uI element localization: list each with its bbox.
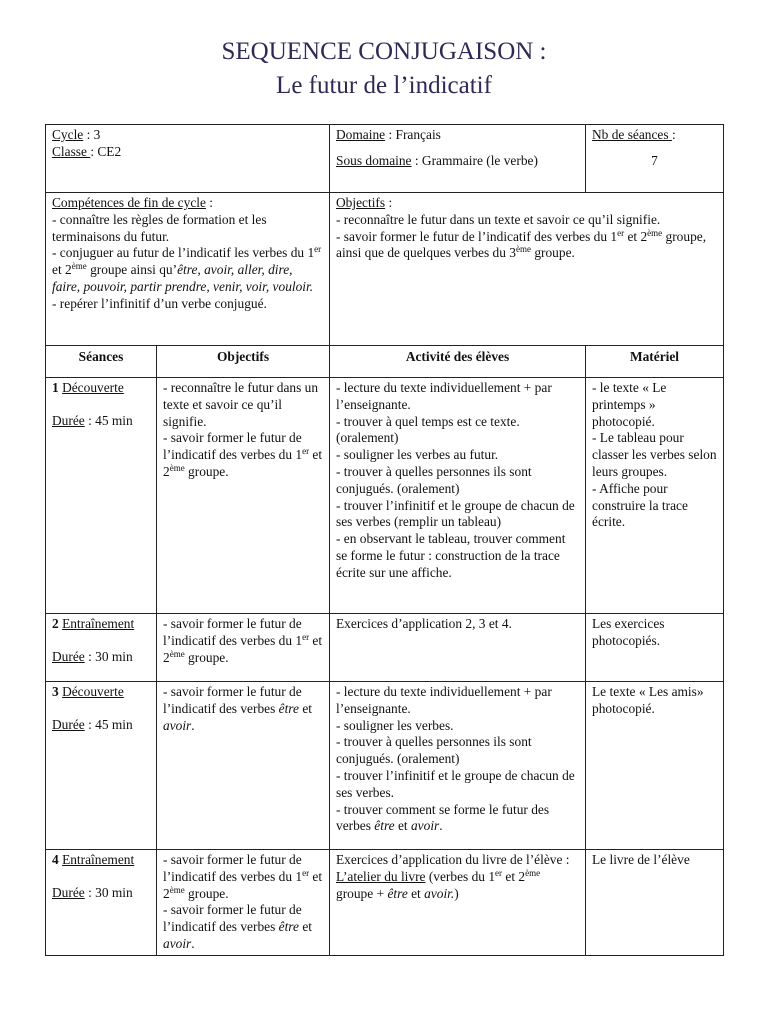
duree-value: : 45 min	[84, 412, 133, 428]
competence-text: et 2	[52, 262, 72, 278]
activite-italic: être	[387, 885, 408, 901]
objectif-text: groupe.	[184, 463, 229, 479]
activite-text: Exercices d’application du livre de l’élève :	[336, 852, 570, 867]
competence-item	[52, 245, 323, 295]
activite-item: - lecture du texte individuellement + par l’enseignante.	[336, 380, 552, 412]
objectif-item	[163, 616, 323, 666]
seance-number: 3	[52, 684, 59, 699]
objectif-text: et	[298, 919, 312, 935]
duree-label: Durée	[52, 412, 85, 428]
objectif-text: .	[191, 717, 195, 733]
materiel-cell	[586, 378, 724, 614]
objectifs-cell	[157, 378, 330, 614]
table-row	[46, 614, 724, 682]
objectif-item: - reconnaître le futur dans un texte et savoir ce qu’il signifie.	[336, 211, 661, 227]
superscript: er	[617, 227, 625, 238]
domaine-cell	[330, 125, 586, 193]
competence-text: - conjuguer au futur de l’indicatif les verbes du 1	[52, 245, 315, 261]
col-seances: Séances	[46, 346, 157, 378]
objectif-italic: être	[278, 919, 299, 935]
objectif-italic: avoir	[163, 935, 192, 951]
activite-text: )	[454, 885, 459, 901]
activite-text: (verbes du 1	[425, 868, 496, 884]
objectifs-general-cell	[330, 193, 724, 346]
activite-text: .	[439, 818, 443, 834]
superscript: ème	[169, 884, 185, 895]
duree-label: Durée	[52, 884, 85, 900]
activite-text: groupe +	[336, 885, 388, 901]
nb-seances-cell	[586, 125, 724, 193]
seance-number: 1	[52, 380, 59, 395]
page-title: SEQUENCE CONJUGAISON :	[221, 38, 547, 65]
objectif-text: et	[298, 700, 312, 716]
cycle-classe-cell	[46, 125, 330, 193]
cycle-value: : 3	[83, 127, 101, 142]
materiel-cell	[586, 682, 724, 850]
duree-value: : 30 min	[84, 884, 133, 900]
objectifs-cell	[157, 850, 330, 956]
superscript: er	[302, 446, 310, 457]
activite-item	[336, 852, 579, 902]
seance-number: 4	[52, 852, 59, 867]
activite-item: - trouver à quelles personnes ils sont conjugués. (oralement)	[336, 734, 532, 767]
activite-item: - souligner les verbes.	[336, 717, 454, 733]
objectif-text: - savoir former le futur de l’indicatif des verbes du 1	[163, 616, 303, 648]
nb-seances-label: Nb de séances	[592, 127, 672, 142]
objectifs-cell	[157, 682, 330, 850]
duree-value: : 30 min	[84, 648, 133, 664]
materiel-cell	[586, 850, 724, 956]
activite-cell	[330, 378, 586, 614]
objectif-italic: avoir	[163, 717, 192, 733]
activite-item: - trouver l’infinitif et le groupe de chacun de ses verbes.	[336, 767, 575, 800]
materiel-item: - Le tableau pour classer les verbes selon leurs groupes.	[592, 430, 717, 479]
activite-item: - trouver à quel temps est ce texte. (oralement)	[336, 413, 520, 446]
superscript: ème	[515, 244, 531, 255]
objectifs-colon: :	[385, 195, 393, 210]
page-subtitle: Le futur de l’indicatif	[276, 72, 492, 99]
objectif-item	[163, 902, 323, 952]
competences-cell	[46, 193, 330, 346]
seance-cell	[46, 614, 157, 682]
classe-value: : CE2	[90, 143, 122, 159]
superscript: ème	[525, 867, 541, 878]
activite-item: - souligner les verbes au futur.	[336, 447, 499, 463]
classe-label: Classe	[52, 143, 91, 159]
activite-text: et	[394, 818, 411, 834]
table-row	[46, 682, 724, 850]
materiel-item: Le texte « Les amis» photocopié.	[592, 684, 704, 716]
activite-text: et 2	[502, 868, 526, 884]
seance-cell	[46, 378, 157, 614]
superscript: er	[314, 244, 322, 255]
col-objectifs: Objectifs	[157, 346, 330, 378]
objectif-item: - reconnaître le futur dans un texte et savoir ce qu’il signifie.	[163, 380, 319, 429]
objectif-text: et 2	[163, 868, 323, 901]
activite-italic: avoir	[410, 818, 440, 834]
sequence-table	[45, 124, 724, 956]
objectif-item	[336, 229, 717, 263]
cycle-label: Cycle	[52, 127, 84, 142]
objectif-text: et 2	[163, 447, 323, 479]
superscript: er	[495, 867, 503, 878]
seance-type: Entraînement	[62, 852, 135, 867]
competence-italic: être, avoir, aller, dire, faire, pouvoir, partir prendre, venir, voir, vouloir.	[52, 262, 314, 294]
seance-type: Entraînement	[62, 616, 135, 631]
materiel-item: Le livre de l’élève	[592, 852, 690, 867]
materiel-cell	[586, 614, 724, 682]
domaine-value: : Français	[385, 127, 441, 142]
competences-row	[46, 193, 724, 346]
competence-text: groupe ainsi qu’	[86, 262, 178, 278]
column-header-row	[46, 346, 724, 378]
objectif-item	[163, 430, 323, 480]
objectif-text: - savoir former le futur de l’indicatif des verbes	[163, 684, 302, 716]
superscript: er	[302, 867, 310, 878]
materiel-item: - Affiche pour construire la trace écrite.	[592, 480, 688, 530]
objectif-text: et 2	[163, 632, 323, 665]
competences-colon: :	[205, 195, 214, 210]
seance-cell	[46, 850, 157, 956]
objectif-text: - savoir former le futur de l’indicatif des verbes du 1	[163, 430, 303, 463]
objectif-text: .	[191, 935, 195, 951]
superscript: er	[302, 631, 310, 642]
objectifs-cell	[157, 614, 330, 682]
activite-cell	[330, 614, 586, 682]
activite-italic: être	[374, 818, 395, 834]
objectif-text: et 2	[624, 228, 648, 244]
superscript: ème	[169, 648, 185, 659]
competences-heading: Compétences de fin de cycle	[52, 195, 206, 210]
activite-item: Exercices d’application 2, 3 et 4.	[336, 616, 512, 631]
activite-item: - trouver à quelles personnes ils sont conjugués. (oralement)	[336, 463, 532, 496]
activite-cell	[330, 682, 586, 850]
seance-type: Découverte	[62, 684, 124, 699]
superscript: ème	[647, 227, 663, 238]
objectif-item	[163, 684, 323, 734]
duree-label: Durée	[52, 716, 85, 732]
table-row	[46, 850, 724, 956]
activite-text: et	[407, 885, 425, 901]
activite-cell	[330, 850, 586, 956]
duree-value: : 45 min	[84, 716, 133, 732]
table-row	[46, 378, 724, 614]
objectif-text: groupe, ainsi que de quelques verbes du 3	[336, 228, 707, 261]
objectif-item	[163, 852, 323, 902]
sous-domaine-value: : Grammaire (le verbe)	[411, 152, 538, 168]
col-activite: Activité des élèves	[330, 346, 586, 378]
materiel-item: - le texte « Le printemps » photocopié.	[592, 380, 667, 429]
competence-item: - repérer l’infinitif d’un verbe conjugué.	[52, 295, 267, 311]
activite-italic: avoir.	[424, 885, 455, 901]
objectif-text: groupe.	[530, 245, 575, 261]
objectif-text: - savoir former le futur de l’indicatif des verbes du 1	[163, 852, 303, 884]
duree-label: Durée	[52, 648, 85, 664]
activite-item: - lecture du texte individuellement + par l’enseignante.	[336, 684, 552, 716]
nb-seances-colon: :	[671, 127, 676, 142]
col-materiel: Matériel	[586, 346, 724, 378]
seance-cell	[46, 682, 157, 850]
activite-item: - trouver l’infinitif et le groupe de chacun de ses verbes (remplir un tableau)	[336, 497, 575, 530]
seance-number: 2	[52, 616, 59, 631]
superscript: ème	[169, 462, 185, 473]
activite-underlined: L’atelier du livre	[336, 868, 426, 884]
activite-text: - trouver comment se forme le futur des verbes	[336, 801, 550, 834]
objectifs-heading: Objectifs	[336, 195, 386, 210]
objectif-italic: être	[278, 700, 299, 716]
sous-domaine-label: Sous domaine	[336, 152, 412, 168]
nb-seances-value: 7	[651, 152, 658, 168]
competence-item: - connaître les règles de formation et les terminaisons du futur.	[52, 211, 267, 244]
objectif-text: - savoir former le futur de l’indicatif des verbes du 1	[336, 228, 618, 244]
objectif-text: groupe.	[184, 885, 229, 901]
activite-item	[336, 802, 579, 836]
materiel-item: Les exercices photocopiés.	[592, 616, 665, 648]
domaine-label: Domaine	[336, 127, 386, 142]
info-row	[46, 125, 724, 193]
superscript: ème	[71, 261, 87, 272]
seance-type: Découverte	[62, 380, 124, 395]
objectif-text: groupe.	[184, 649, 229, 665]
activite-item: - en observant le tableau, trouver comment se forme le futur : construction de la trace écrite sur une affiche.	[336, 531, 566, 580]
objectif-text: - savoir former le futur de l’indicatif des verbes	[163, 902, 302, 935]
